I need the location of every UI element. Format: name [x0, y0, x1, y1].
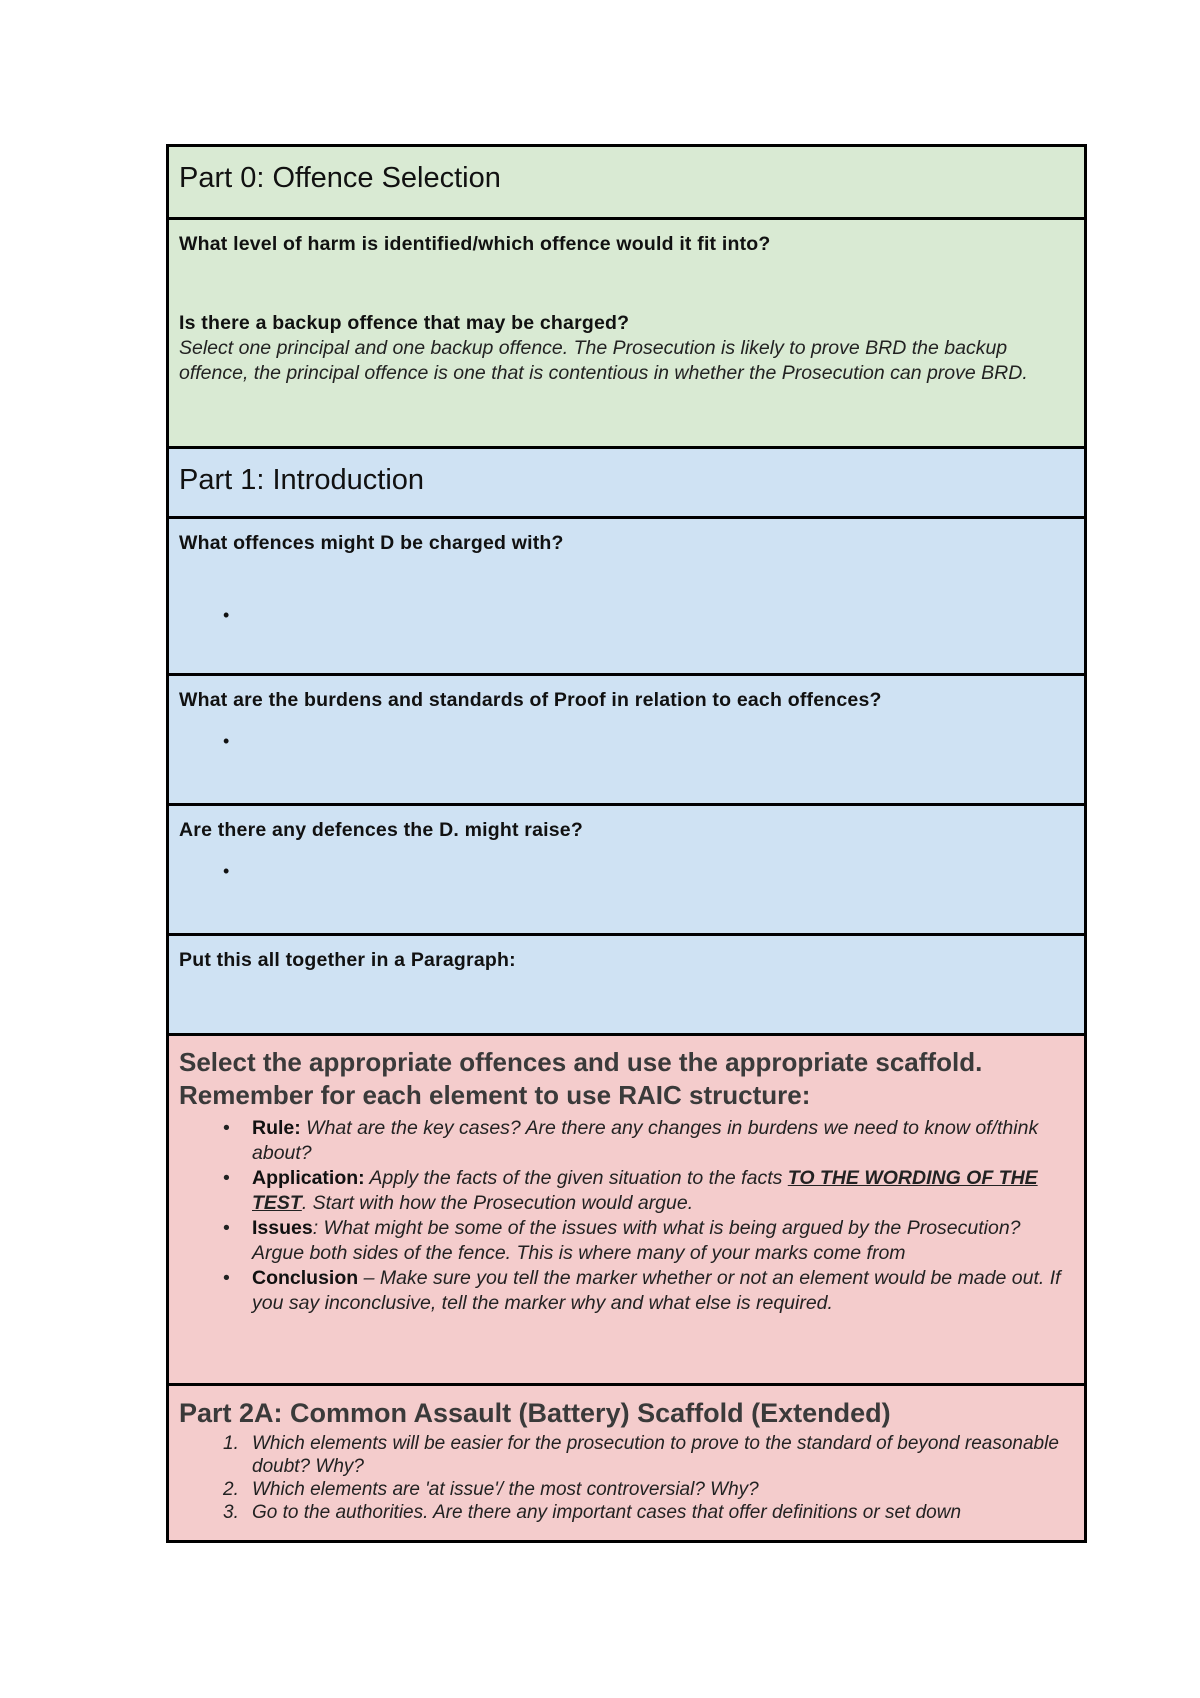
defences-bullet: [179, 857, 1074, 883]
defences-row: [169, 803, 1084, 933]
part0-question-harm: What level of harm is identified/which offence would it fit into?: [179, 233, 771, 255]
raic-text: Apply the facts of the given situation to the facts: [364, 1167, 788, 1189]
part2a-step: [179, 1501, 1074, 1524]
raic-text-after: . Start with how the Prosecution would argue.: [301, 1192, 694, 1214]
step-number: 3.: [223, 1502, 239, 1523]
raic-row: [169, 1033, 1084, 1383]
bullet-dot: •: [223, 861, 230, 881]
bullet-dot: •: [223, 731, 230, 751]
burdens-bullet: [179, 727, 1074, 753]
part2a-row: [169, 1383, 1084, 1540]
question-offences: What offences might D be charged with?: [179, 532, 564, 554]
part2a-title: Part 2A: Common Assault (Battery) Scaffold (Extended): [179, 1398, 891, 1428]
raic-label: Conclusion: [252, 1267, 359, 1289]
offences-bullet: [179, 601, 1074, 627]
step-text: Which elements will be easier for the prosecution to prove to the standard of beyond reasonable doubt? Why?: [252, 1433, 1059, 1477]
part0-header-row: [169, 147, 1084, 217]
step-number: 2.: [223, 1479, 239, 1500]
raic-item-rule: [179, 1116, 1074, 1166]
step-text: Which elements are 'at issue'/ the most controversial? Why?: [252, 1479, 759, 1500]
scaffold-table: [166, 144, 1087, 1543]
bullet-dot: •: [223, 1267, 230, 1289]
part1-header-row: [169, 446, 1084, 516]
step-number: 1.: [223, 1433, 239, 1454]
part2a-step: [179, 1432, 1074, 1478]
part0-question-backup: Is there a backup offence that may be charged?: [179, 312, 630, 334]
burdens-row: [169, 673, 1084, 803]
question-defences: Are there any defences the D. might raise?: [179, 819, 583, 841]
raic-emphasis: TO THE WORDING OF THE TEST: [252, 1167, 1038, 1214]
offences-row: [169, 516, 1084, 673]
bullet-dot: •: [223, 605, 230, 625]
raic-label: Rule:: [252, 1117, 301, 1139]
raic-text: – Make sure you tell the marker whether or not an element would be made out. If you say inconclusive, tell the marker why and what else is required.: [252, 1267, 1061, 1314]
raic-text: : What might be some of the issues with what is being argued by the Prosecution? Argue both sides of the fence. This is where many of your marks come from: [252, 1217, 1021, 1264]
raic-text: What are the key cases? Are there any changes in burdens we need to know of/think about?: [252, 1117, 1039, 1164]
raic-label: Application:: [252, 1167, 365, 1189]
part2a-step: [179, 1478, 1074, 1501]
bullet-dot: •: [223, 1167, 230, 1189]
raic-list: [179, 1116, 1074, 1316]
paragraph-row: [169, 933, 1084, 1033]
raic-item-conclusion: [179, 1266, 1074, 1316]
part0-body-row: [169, 217, 1084, 446]
bullet-dot: •: [223, 1217, 230, 1239]
question-paragraph: Put this all together in a Paragraph:: [179, 949, 516, 971]
raic-heading: Select the appropriate offences and use the appropriate scaffold. Remember for each element to use RAIC structure:: [179, 1047, 983, 1110]
part2a-steps: [179, 1432, 1074, 1524]
question-burdens: What are the burdens and standards of Proof in relation to each offences?: [179, 689, 882, 711]
part0-note: Select one principal and one backup offence. The Prosecution is likely to prove BRD the backup offence, the principal offence is one that is contentious in whether the Prosecution can prove BRD.: [179, 337, 1028, 384]
part0-title: Part 0: Offence Selection: [179, 162, 501, 194]
step-text: Go to the authorities. Are there any important cases that offer definitions or set down: [252, 1502, 962, 1523]
raic-item-application: [179, 1166, 1074, 1216]
bullet-dot: •: [223, 1117, 230, 1139]
part1-title: Part 1: Introduction: [179, 464, 425, 496]
raic-item-issues: [179, 1216, 1074, 1266]
raic-label: Issues: [252, 1217, 313, 1239]
